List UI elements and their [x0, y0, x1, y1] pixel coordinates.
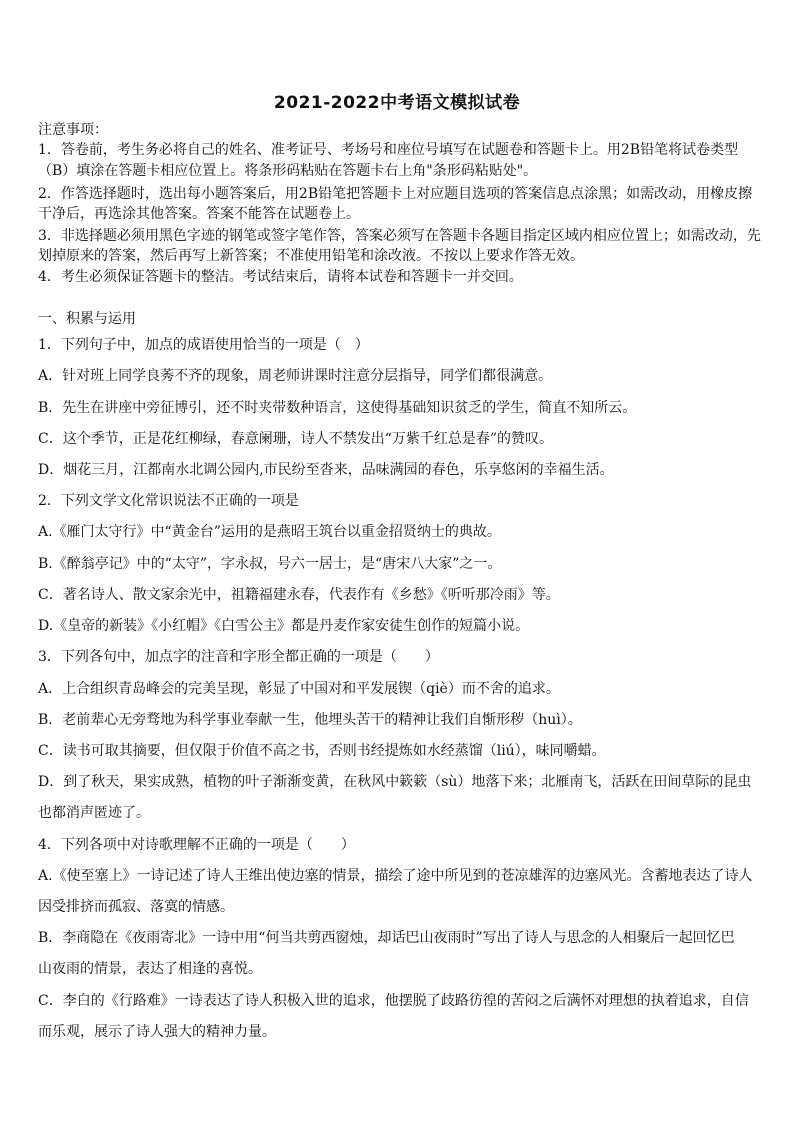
question-option: B．老前辈心无旁骛地为科学事业奉献一生，他埋头苦干的精神让我们自惭形秽（huì）。: [38, 712, 582, 728]
question-option: A.《雁门太守行》中“黄金台”运用的是燕昭王筑台以重金招贤纳士的典故。: [38, 524, 501, 540]
question-stem: 2．下列文学文化常识说法不正确的一项是: [38, 493, 299, 509]
section-heading: 一、积累与运用: [38, 311, 136, 327]
question-option: D．烟花三月，江都南水北调公园内,市民纷至沓来，品味满园的春色，乐享悠闲的幸福生活。: [38, 462, 614, 478]
question-option: A．上合组织青岛峰会的完美呈现，彰显了中国对和平发展锲（qiè）而不舍的追求。: [38, 681, 560, 697]
question-option: A.《使至塞上》一诗记述了诗人王维出使边塞的情景，描绘了途中所见到的苍凉雄浑的边塞风光。含蓄地表达了诗人: [38, 868, 753, 884]
question-stem: 3．下列各句中，加点字的注音和字形全都正确的一项是（ ）: [38, 649, 439, 665]
notice-line: 4．考生必须保证答题卡的整洁。考试结束后，请将本试卷和答题卡一并交回。: [38, 269, 523, 285]
notice-line: 划掉原来的答案，然后再写上新答案；不准使用铅笔和涂改液。不按以上要求作答无效。: [38, 248, 584, 264]
question-option-continued: 而乐观，展示了诗人强大的精神力量。: [38, 1024, 276, 1040]
question-option-continued: 也都消声匿迹了。: [38, 805, 150, 821]
notice-heading: 注意事项：: [38, 122, 108, 138]
page-title: 2021-2022中考语文模拟试卷: [273, 93, 521, 113]
notice-line: 2．作答选择题时，选出每小题答案后，用2B铅笔把答题卡上对应题目选项的答案信息点涂黑；如需改动，用橡皮擦: [38, 186, 753, 202]
question-option: B．李商隐在《夜雨寄北》一诗中用“何当共剪西窗烛，却话巴山夜雨时”写出了诗人与思念的人相聚后一起回忆巴: [38, 930, 735, 946]
question-option-continued: 山夜雨的情景，表达了相逢的喜悦。: [38, 961, 262, 977]
question-option: A．针对班上同学良莠不齐的现象，周老师讲课时注意分层指导，同学们都很满意。: [38, 368, 553, 384]
question-option: C．读书可取其摘要，但仅限于价值不高之书，否则书经提炼如水经蒸馏（liú），味同嚼蜡。: [38, 743, 606, 759]
question-option: C．这个季节，正是花红柳绿，春意阑珊，诗人不禁发出“万紫千红总是春”的赞叹。: [38, 431, 554, 447]
notice-line: （B）填涂在答题卡相应位置上。将条形码粘贴在答题卡右上角"条形码粘贴处"。: [38, 163, 538, 179]
question-option-continued: 因受排挤而孤寂、落寞的情感。: [38, 899, 234, 915]
question-option: C．李白的《行路难》一诗表达了诗人积极入世的追求，他摆脱了歧路彷徨的苦闷之后满怀对理想的执着追求，自信: [38, 993, 749, 1009]
notice-line: 干净后，再选涂其他答案。答案不能答在试题卷上。: [38, 206, 360, 222]
notice-line: 1．答卷前，考生务必将自己的姓名、准考证号、考场号和座位号填写在试题卷和答题卡上。用2B铅笔将试卷类型: [38, 142, 739, 158]
notice-line: 3．非选择题必须用黑色字迹的钢笔或签字笔作答，答案必须写在答题卡各题目指定区域内相应位置上；如需改动，先: [38, 228, 761, 244]
question-stem: 4．下列各项中对诗歌理解不正确的一项是（ ）: [38, 837, 355, 853]
question-option: B．先生在讲座中旁征博引，还不时夹带数种语言，这使得基础知识贫乏的学生，简直不知所云。: [38, 400, 637, 416]
question-option: B.《醉翁亭记》中的“太守”，字永叔，号六一居士，是“唐宋八大家”之一。: [38, 556, 502, 572]
question-option: C．著名诗人、散文家余光中，祖籍福建永春，代表作有《乡愁》《听听那冷雨》等。: [38, 587, 560, 603]
question-option: D．到了秋天，果实成熟，植物的叶子渐渐变黄，在秋风中簌簌（sù）地落下来；北雁南飞，活跃在田间草际的昆虫: [38, 774, 752, 790]
question-stem: 1．下列句子中，加点的成语使用恰当的一项是（ ）: [38, 337, 369, 353]
question-option: D.《皇帝的新装》《小红帽》《白雪公主》都是丹麦作家安徒生创作的短篇小说。: [38, 618, 530, 634]
